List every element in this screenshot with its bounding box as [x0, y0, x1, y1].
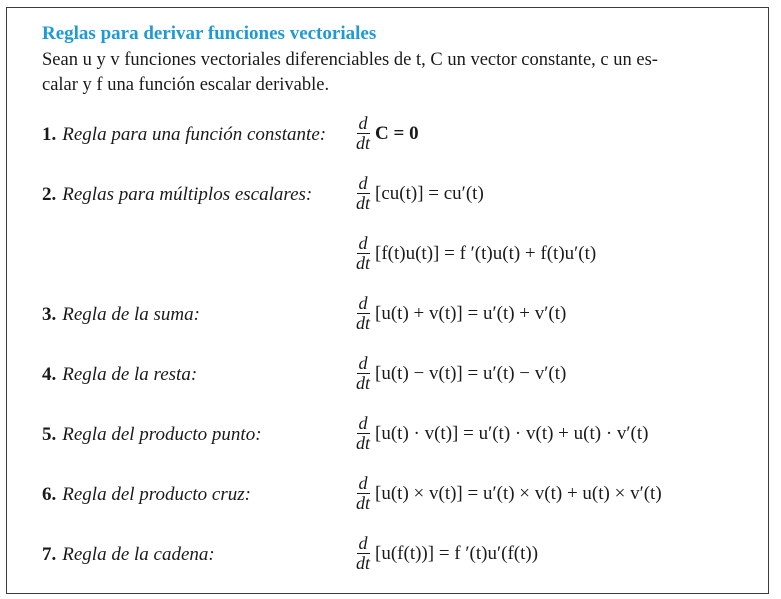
derivative-operator: $\frac{d}{dt}$	[356, 353, 371, 393]
rule-4-formula	[354, 354, 566, 393]
intro-line-1: Sean u y v funciones vectoriales diferenciables de t, C un vector constante, c un es-	[42, 50, 658, 70]
formula-expression: C = 0	[375, 122, 419, 144]
rule-6-formula	[354, 474, 662, 513]
rule-name: Regla del producto punto:	[62, 424, 262, 445]
rule-1-formula	[354, 114, 419, 153]
derivative-operator: $\frac{d}{dt}$	[356, 473, 371, 513]
formula-expression: [u(t) + v(t)] = u′(t) + v′(t)	[375, 302, 567, 324]
rule-5-formula	[354, 414, 649, 453]
rule-number: 4.	[42, 364, 57, 385]
intro-line-2: calar y f una función escalar derivable.	[42, 75, 330, 95]
rule-name: Regla del producto cruz:	[62, 484, 251, 505]
rule-4	[42, 364, 197, 386]
formula-expression: [u(t) × v(t)] = u′(t) × v(t) + u(t) × v′(t)	[375, 482, 662, 504]
rule-number: 1.	[42, 124, 57, 145]
formula-expression: [u(t) − v(t)] = u′(t) − v′(t)	[375, 362, 567, 384]
derivative-operator: $\frac{d}{dt}$	[356, 173, 371, 213]
rule-number: 7.	[42, 544, 57, 565]
rule-5	[42, 424, 262, 446]
rule-name: Regla para una función constante:	[62, 124, 327, 145]
derivative-operator: $\frac{d}{dt}$	[356, 413, 371, 453]
rule-name: Regla de la resta:	[62, 364, 198, 385]
rule-2	[42, 184, 312, 206]
rule-2-formula-b	[354, 234, 596, 273]
formula-expression: [cu(t)] = cu′(t)	[375, 182, 484, 204]
derivative-operator: $\frac{d}{dt}$	[356, 113, 371, 153]
derivative-operator: $\frac{d}{dt}$	[356, 293, 371, 333]
rule-7-formula	[354, 534, 538, 573]
formula-expression: [u(f(t))] = f ′(t)u′(f(t))	[375, 542, 539, 564]
rule-6	[42, 484, 251, 506]
rule-number: 2.	[42, 184, 57, 205]
formula-expression: [f(t)u(t)] = f ′(t)u(t) + f(t)u′(t)	[375, 242, 597, 264]
rule-name: Reglas para múltiplos escalares:	[62, 184, 313, 205]
box-title: Reglas para derivar funciones vectoriales	[42, 23, 377, 44]
rule-3	[42, 304, 200, 326]
formula-expression: [u(t) · v(t)] = u′(t) · v(t) + u(t) · v′(t)	[375, 422, 649, 444]
rule-name: Regla de la cadena:	[62, 544, 215, 565]
intro-paragraph	[42, 48, 742, 98]
rule-7	[42, 544, 215, 566]
derivative-operator: $\frac{d}{dt}$	[356, 233, 371, 273]
rule-1	[42, 124, 326, 146]
rule-name: Regla de la suma:	[62, 304, 200, 325]
rule-number: 3.	[42, 304, 57, 325]
rule-number: 6.	[42, 484, 57, 505]
rule-number: 5.	[42, 424, 57, 445]
rule-2-formula-a	[354, 174, 484, 213]
derivative-operator: $\frac{d}{dt}$	[356, 533, 371, 573]
rule-3-formula	[354, 294, 566, 333]
